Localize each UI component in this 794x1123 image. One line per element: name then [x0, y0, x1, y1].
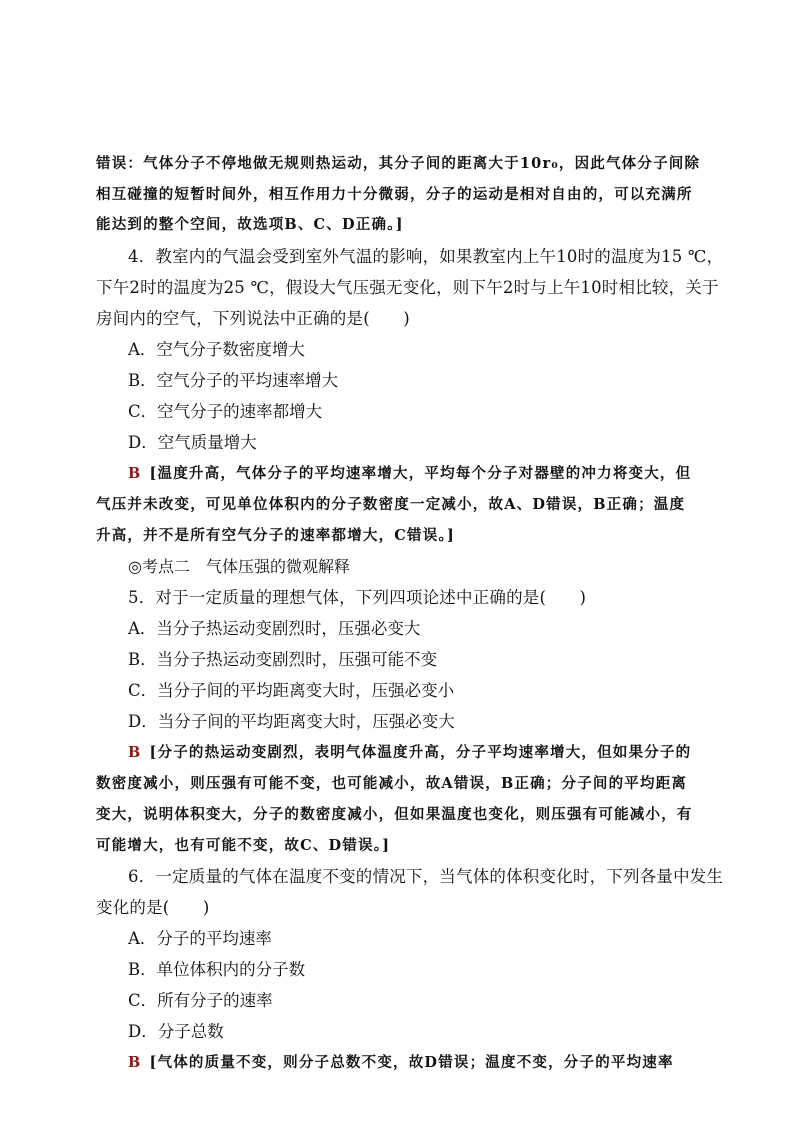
- section-heading: ◎考点二 气体压强的微观解释: [128, 557, 350, 576]
- option-c: C．所有分子的速率: [128, 991, 273, 1010]
- question-5-text: 5．对于一定质量的理想气体，下列四项论述中正确的是( ): [128, 588, 587, 607]
- option-a: A．分子的平均速率: [128, 929, 272, 948]
- question-4-text: 4．教室内的气温会受到室外气温的影响，如果教室内上午10时的温度为15 ℃，: [128, 247, 724, 266]
- answer-text: 错误：气体分子不停地做无规则热运动，其分子间的距离大于10r₀，因此气体分子间除: [96, 155, 701, 172]
- answer-text: 变大，说明体积变大，分子的数密度减小，但如果温度也变化，则压强有可能减小，有: [96, 806, 693, 823]
- answer-text: 升高，并不是所有空气分子的速率都增大，C错误。]: [96, 527, 455, 544]
- option-b: B．当分子热运动变剧烈时，压强可能不变: [128, 650, 438, 669]
- answer-text: 能达到的整个空间，故选项B、C、D正确。]: [96, 216, 404, 233]
- answer-text: 数密度减小，则压强有可能不变，也可能减小，故A错误，B正确；分子间的平均距离: [96, 775, 688, 792]
- option-a: A．空气分子数密度增大: [128, 340, 305, 359]
- answer-text: 可能增大，也有可能不变，故C、D错误。]: [96, 837, 391, 854]
- answer-5: [128, 742, 691, 764]
- question-4-text: 房间内的空气，下列说法中正确的是( ): [96, 309, 410, 328]
- answer-text: [分子的热运动变剧烈，表明气体温度升高，分子平均速率增大，但如果分子的: [149, 744, 692, 761]
- option-d: D．分子总数: [128, 1022, 224, 1041]
- option-c: C．空气分子的速率都增大: [128, 402, 323, 421]
- answer-6: [128, 1052, 674, 1074]
- option-a: A．当分子热运动变剧烈时，压强必变大: [128, 619, 421, 638]
- question-6-text: 6．一定质量的气体在温度不变的情况下，当气体的体积变化时，下列各量中发生: [128, 867, 724, 886]
- option-d: D．空气质量增大: [128, 433, 257, 452]
- answer-text: 气压并未改变，可见单位体积内的分子数密度一定减小，故A、D错误，B正确；温度: [96, 496, 686, 513]
- option-d: D．当分子间的平均距离变大时，压强必变大: [128, 712, 455, 731]
- answer-text: [温度升高，气体分子的平均速率增大，平均每个分子对器壁的冲力将变大，但: [149, 465, 692, 482]
- answer-text: [气体的质量不变，则分子总数不变，故D错误；温度不变，分子的平均速率: [149, 1054, 674, 1071]
- answer-mark: B: [128, 744, 142, 761]
- question-4-text: 下午2时的温度为25 ℃，假设大气压强无变化，则下午2时与上午10时相比较，关于: [96, 278, 719, 297]
- answer-text: 相互碰撞的短暂时间外，相互作用力十分微弱，分子的运动是相对自由的，可以充满所: [96, 186, 693, 203]
- answer-4: [128, 463, 691, 485]
- option-b: B．单位体积内的分子数: [128, 960, 306, 979]
- option-c: C．当分子间的平均距离变大时，压强必变小: [128, 681, 455, 700]
- answer-mark: B: [128, 1054, 142, 1071]
- question-6-text: 变化的是( ): [96, 898, 210, 917]
- option-b: B．空气分子的平均速率增大: [128, 371, 339, 390]
- answer-mark: B: [128, 465, 142, 482]
